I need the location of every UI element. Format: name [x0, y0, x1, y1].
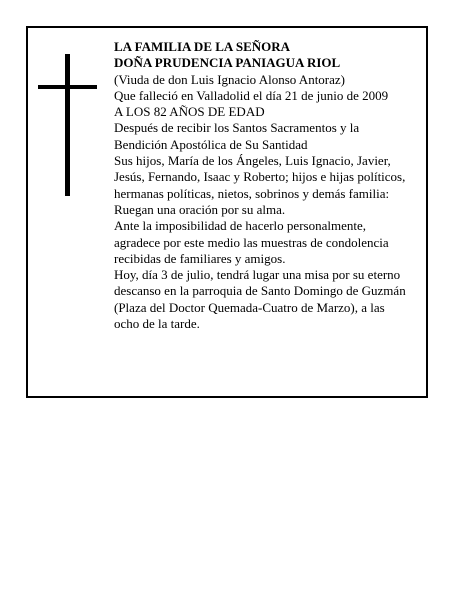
mass-line: Hoy, día 3 de julio, tendrá lugar una misa por su eterno [114, 267, 401, 283]
cross-icon-crossbar [38, 85, 97, 89]
thanks-line: agradece por este medio las muestras de condolencia [114, 234, 389, 250]
mass-line: ocho de la tarde. [114, 316, 200, 332]
sacraments-paragraph [114, 120, 414, 153]
family-heading: LA FAMILIA DE LA SEÑORA [114, 39, 291, 54]
age-line: A LOS 82 AÑOS DE EDAD [114, 104, 265, 120]
mass-line: (Plaza del Doctor Quemada-Cuatro de Marzo), a las [114, 299, 385, 315]
widow-of-line: (Viuda de don Luis Ignacio Alonso Antoraz) [114, 71, 346, 87]
mass-paragraph [114, 267, 414, 332]
thanks-paragraph [114, 218, 414, 267]
deceased-name: DOÑA PRUDENCIA PANIAGUA RIOL [114, 55, 341, 71]
sacraments-line: Bendición Apostólica de Su Santidad [114, 136, 308, 152]
family-request-line: hermanas políticas, nietos, sobrinos y demás familia: [114, 185, 390, 201]
thanks-line: Ante la imposibilidad de hacerlo personalmente, [114, 218, 366, 234]
mass-line: descanso en la parroquia de Santo Domingo de Guzmán [114, 283, 406, 299]
death-info-line: Que falleció en Valladolid el día 21 de junio de 2009 [114, 87, 389, 103]
family-request-paragraph [114, 153, 414, 218]
thanks-line: recibidas de familiares y amigos. [114, 250, 286, 266]
family-request-line: Ruegan una oración por su alma. [114, 201, 286, 217]
family-request-line: Jesús, Fernando, Isaac y Roberto; hijos e hijas políticos, [114, 169, 406, 185]
obituary-notice-text [114, 39, 414, 332]
family-request-line: Sus hijos, María de los Ángeles, Luis Ignacio, Javier, [114, 153, 391, 169]
cross-icon [65, 54, 70, 196]
sacraments-line: Después de recibir los Santos Sacramentos y la [114, 120, 360, 136]
